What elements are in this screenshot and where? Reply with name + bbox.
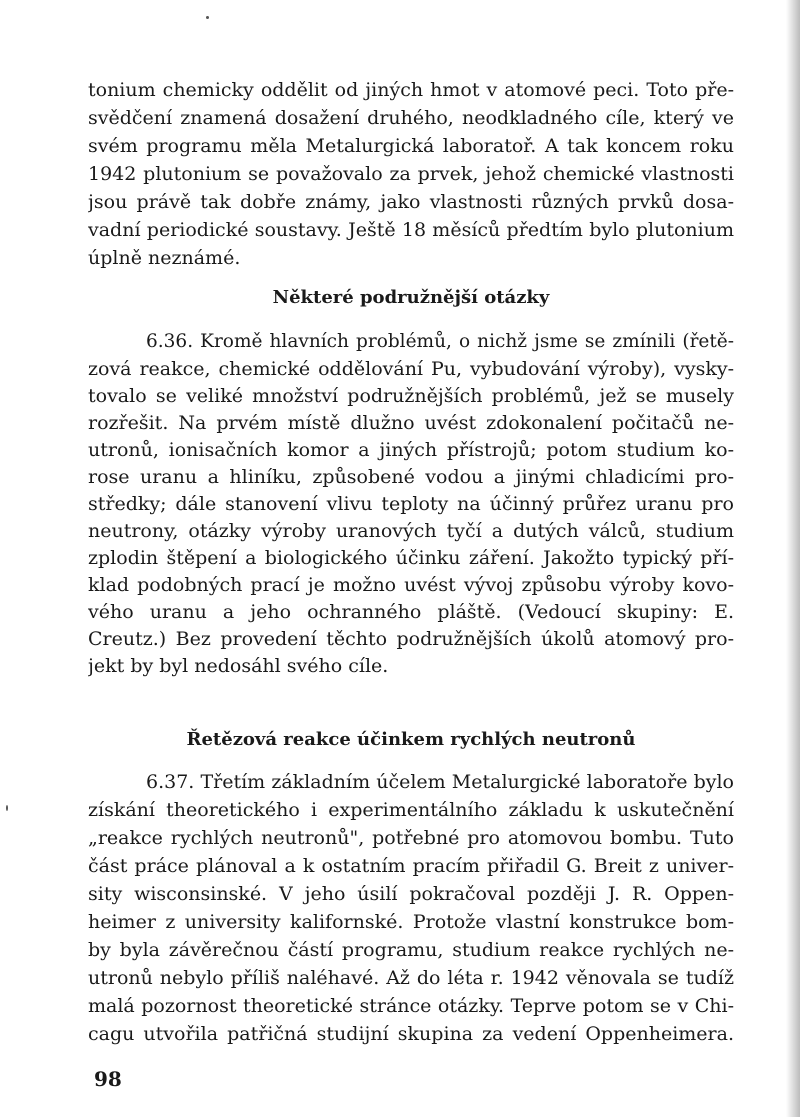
text-line: svém programu měla Metalurgická laboratoř. A tak koncem roku	[88, 135, 734, 157]
text-line: klad podobných prací je možno uvést vývoj způsobu výroby kovo-	[88, 574, 734, 596]
text-line: neutrony, otázky výroby uranových tyčí a dutých válců, studium	[88, 520, 734, 542]
section-heading: Řetězová reakce účinkem rychlých neutronů	[186, 729, 636, 750]
page-number: 98	[94, 1067, 122, 1091]
text-line: úplně neznámé.	[88, 247, 241, 269]
text-line: tovalo se veliké množství podružnějších problémů, jež se musely	[88, 385, 734, 407]
text-line: „reakce rychlých neutronů", potřebné pro atomovou bombu. Tuto	[88, 827, 734, 849]
text-line: 1942 plutonium se považovalo za prvek, jehož chemické vlastnosti	[88, 163, 734, 185]
text-line: 6.37. Třetím základním účelem Metalurgické laboratoře bylo	[146, 771, 734, 793]
text-line: část práce plánoval a k ostatním pracím přiřadil G. Breit z univer-	[88, 855, 734, 877]
text-line: jsou právě tak dobře známy, jako vlastnosti různých prvků dosa-	[88, 191, 734, 213]
text-line: rozřešit. Na prvém místě dlužno uvést zdokonalení počitačů ne-	[88, 412, 734, 434]
scan-speck	[206, 16, 209, 19]
text-line: jekt by byl nedosáhl svého cíle.	[88, 655, 389, 677]
text-line: vého uranu a jeho ochranného pláště. (Vedoucí skupiny: E.	[88, 601, 734, 623]
text-line: vadní periodické soustavy. Ještě 18 měsíců předtím bylo plutonium	[88, 219, 734, 241]
text-line: 6.36. Kromě hlavních problémů, o nichž jsme se zmínili (řetě-	[146, 331, 734, 352]
section-heading: Některé podružnější otázky	[272, 287, 550, 308]
text-line: zplodin štěpení a biologického účinku záření. Jakožto typický pří-	[88, 547, 734, 569]
text-line: získání theoretického i experimentálního základu k uskutečnění	[88, 799, 734, 821]
scan-speck	[6, 805, 8, 811]
text-line: sity wisconsinské. V jeho úsilí pokračoval později J. R. Oppen-	[88, 883, 734, 905]
text-line: tonium chemicky oddělit od jiných hmot v atomové peci. Toto pře-	[88, 79, 734, 101]
text-line: heimer z university kalifornské. Protože vlastní konstrukce bom-	[88, 911, 734, 933]
text-line: cagu utvořila patřičná studijní skupina za vedení Oppenheimera.	[88, 1023, 734, 1045]
text-line: svědčení znamená dosažení druhého, neodkladného cíle, který ve	[88, 107, 734, 129]
text-line: utronů nebylo příliš naléhavé. Až do léta r. 1942 věnovala se tudíž	[88, 967, 734, 989]
text-line: by byla závěrečnou částí programu, studium reakce rychlých ne-	[88, 939, 734, 961]
text-line: utronů, ionisačních komor a jiných přístrojů; potom studium ko-	[88, 439, 734, 461]
text-line: rose uranu a hliníku, způsobené vodou a jinými chladicími pro-	[88, 466, 734, 488]
page-spine-shadow	[786, 0, 800, 1117]
text-line: Creutz.) Bez provedení těchto podružnějších úkolů atomový pro-	[88, 628, 734, 650]
text-line: středky; dále stanovení vlivu teploty na účinný průřez uranu pro	[88, 493, 734, 515]
text-line: zová reakce, chemické oddělování Pu, vybudování výroby), vysky-	[88, 358, 734, 380]
text-line: malá pozornost theoretické stránce otázky. Teprve potom se v Chi-	[88, 995, 734, 1017]
